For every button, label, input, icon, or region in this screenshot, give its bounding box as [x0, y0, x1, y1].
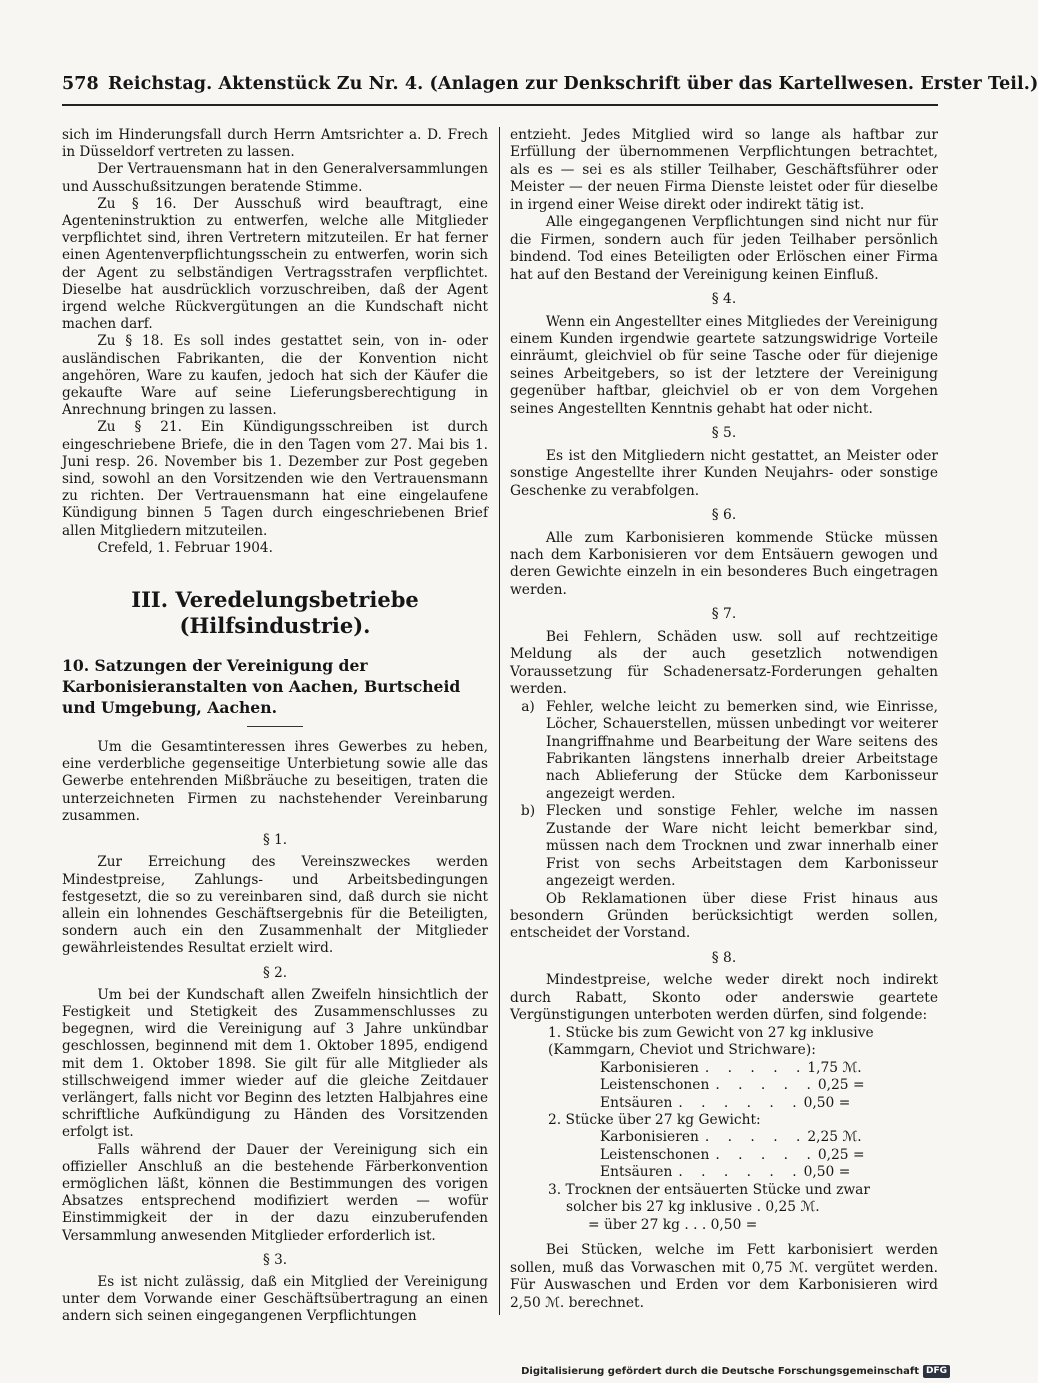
- item-label: a): [521, 698, 535, 715]
- running-title: Reichstag. Aktenstück Zu Nr. 4. (Anlagen zur Denkschrift über das Kartellwesen. Erster Teil.): [108, 74, 1038, 94]
- section-heading: § 4.: [711, 291, 737, 308]
- price-group-title: 1. Stücke bis zum Gewicht von 27 kg inklusive (Kammgarn, Cheviot und Strichware):: [548, 1024, 874, 1059]
- price-row: Karbonisieren . . . . . 2,25 ℳ.: [600, 1129, 862, 1146]
- price-row: Entsäuren . . . . . . 0,50 =: [600, 1094, 851, 1111]
- price-line: = über 27 kg . . . 0,50 =: [588, 1216, 758, 1233]
- header-rule: [62, 104, 938, 106]
- section-rule: [247, 726, 303, 727]
- paragraph: Um bei der Kundschaft allen Zweifeln hinsichtlich der Festigkeit und Stetigkeit des Zusammenschlusses zu begegnen, wird die Vereinigung auf 3 Jahre unkündbar geschlossen, beginnend mit dem 1. Oktober 1895, endigend mit dem 1. Oktober 1898. Sie gilt für alle Mitglieder als stillschweigend immer wieder auf die gleiche Zeitdauer verlängert, falls nicht vor Beginn des letzten Halbjahres eine schriftliche Aufkündigung zu Händen des Vorsitzenden erfolgt ist.: [62, 986, 488, 1141]
- price-row: Karbonisieren . . . . . 1,75 ℳ.: [600, 1059, 862, 1076]
- intro-paragraph: Um die Gesamtinteressen ihres Gewerbes zu heben, eine verderbliche gegenseitige Unterbietung sowie alle das Gewerbe entehrenden Mißbräuche zu beseitigen, traten die unterzeichneten Firmen zu nachstehender Vereinbarung zusammen.: [62, 739, 488, 824]
- paragraph: Der Vertrauensmann hat in den Generalversammlungen und Ausschußsitzungen beratende Stimme.: [62, 161, 488, 195]
- right-column: [510, 127, 938, 1312]
- price-row: Leistenschonen . . . . . 0,25 =: [600, 1077, 865, 1094]
- section-heading: § 8.: [711, 949, 737, 966]
- footer-text: Digitalisierung gefördert durch die Deutsche Forschungsgemeinschaft: [521, 1366, 919, 1377]
- page-header: [62, 74, 1038, 104]
- section-heading: § 2.: [262, 964, 288, 981]
- column-divider: [499, 127, 500, 1315]
- dfg-logo-icon: DFG: [923, 1365, 950, 1378]
- section-heading: § 7.: [711, 606, 737, 623]
- section-heading: § 3.: [262, 1251, 288, 1268]
- paragraph: Alle zum Karbonisieren kommende Stücke müssen nach dem Karbonisieren vor dem Entsäuern gewogen und deren Gewichte einzeln in ein besonderes Buch eingetragen werden.: [510, 529, 938, 598]
- item-label: b): [520, 803, 536, 820]
- list-item: [510, 699, 938, 804]
- item-text: Flecken und sonstige Fehler, welche im nassen Zustande der Ware nicht leicht bemerkbar sind, müssen nach dem Trocknen und zwar innerhalb einer Frist von sechs Arbeitstagen dem Karbonisseur angezeigt werden.: [546, 803, 938, 890]
- subsection-title: 10. Satzungen der Vereinigung der Karbonisieranstalten von Aachen, Burtscheid und Umgebung, Aachen.: [62, 656, 461, 718]
- left-column: [62, 127, 488, 1326]
- page-number: 578: [62, 74, 99, 94]
- price-group: [548, 1129, 865, 1181]
- paragraph: Bei Fehlern, Schäden usw. soll auf rechtzeitige Meldung als der auch gesetzlich notwendigen Voraussetzung für Schadenersatz-Forderungen gehalten werden.: [510, 628, 938, 698]
- paragraph: Zu § 21. Ein Kündigungsschreiben ist durch eingeschriebene Briefe, die in den Tagen vom 27. Mai bis 1. Juni resp. 26. November bis 1. Dezember zur Post gegeben sind, sowohl an den Vorsitzenden wie den Vertrauensmann zu richten. Der Vertrauensmann hat eine eingelaufene Kündigung binnen 5 Tagen durch eingeschriebenen Brief allen Mitgliedern mitzuteilen.: [62, 419, 488, 539]
- paragraph: Ob Reklamationen über diese Frist hinaus aus besondern Gründen berücksichtigt werden sollen, entscheidet der Vorstand.: [510, 890, 938, 942]
- price-list: [510, 1025, 938, 1234]
- section-heading: § 1.: [262, 832, 288, 849]
- digitization-footer: [521, 1365, 950, 1378]
- paragraph: entzieht. Jedes Mitglied wird so lange als haftbar zur Erfüllung der übernommenen Verpflichtungen betrachtet, als es — sei es als stiller Teilhaber, Geschäftsführer oder Meister — der neuen Firma Dienste leistet oder für dieselbe in irgend einer Weise direkt oder indirekt tätig ist.: [510, 127, 938, 213]
- paragraph: Bei Stücken, welche im Fett karbonisiert werden sollen, muß das Vorwaschen mit 0,75 ℳ. vergütet werden. Für Auswaschen und Erden vor dem Karbonisieren wird 2,50 ℳ. berechnet.: [510, 1242, 938, 1311]
- section-heading: § 6.: [711, 507, 737, 524]
- paragraph: Zu § 18. Es soll indes gestattet sein, von in- oder ausländischen Fabrikanten, die der Konvention nicht angehören, Ware zu kaufen, jedoch hat sich der Käufer die gekaufte Ware auf seine Lieferungsberechtigung in Anrechnung bringen zu lassen.: [62, 333, 488, 419]
- paragraph: Mindestpreise, welche weder direkt noch indirekt durch Rabatt, Skonto oder anderswie geartete Vergünstigungen unterboten werden dürfen, sind folgende:: [510, 972, 938, 1024]
- price-group: [548, 1059, 865, 1112]
- price-line: solcher bis 27 kg inklusive . 0,25 ℳ.: [566, 1199, 820, 1216]
- paragraph: Wenn ein Angestellter eines Mitgliedes der Vereinigung einem Kunden irgendwie geartete satzungswidrige Vorteile einräumt, gleichviel ob für seine Tasche oder für diejenige seines Arbeitgebers, so ist der letztere der Vereinigung gegenüber haftbar, gleichviel ob er von dem Vorgehen seines Angestellten Kenntnis gehabt hat oder nicht.: [510, 313, 938, 417]
- paragraph: Falls während der Dauer der Vereinigung sich ein offizieller Anschluß an die bestehende Färberkonvention ermöglichen läßt, können die Bestimmungen des vorigen Absatzes entsprechend modifiziert werden — wofür Einstimmigkeit der in der dazu einzuberufenden Versammlung anwesenden Mitglieder erforderlich ist.: [62, 1141, 488, 1244]
- list-item: [510, 803, 938, 890]
- price-group-title: 3. Trocknen der entsäuerten Stücke und zwar: [548, 1181, 870, 1198]
- paragraph: Es ist den Mitgliedern nicht gestattet, an Meister oder sonstige Angestellte ihrer Kunden Neujahrs- oder sonstige Geschenke zu verabfolgen.: [510, 447, 938, 499]
- section-heading: § 5.: [711, 425, 737, 442]
- paragraph: Es ist nicht zulässig, daß ein Mitglied der Vereinigung unter dem Vorwande einer Geschäftsübertragung an einen andern sich seinen eingegangenen Verpflichtungen: [62, 1273, 488, 1325]
- item-text: Fehler, welche leicht zu bemerken sind, wie Einrisse, Löcher, Schauerstellen, müssen unbedingt vor weiterer Inangriffnahme und Bearbeitung der Ware seitens des Fabrikanten längstens innerhalb dreier Arbeitstage nach Ablieferung der Stücke dem Karbonisseur angezeigt werden.: [546, 698, 938, 802]
- price-row: Leistenschonen . . . . . 0,25 =: [600, 1146, 865, 1163]
- price-group-title: 2. Stücke über 27 kg Gewicht:: [548, 1112, 761, 1129]
- paragraph: Alle eingegangenen Verpflichtungen sind nicht nur für die Firmen, sondern auch für jeden Teilhaber persönlich bindend. Tod eines Beteiligten oder Erlöschen einer Firma hat auf den Bestand der Vereinigung keinen Einfluß.: [510, 214, 938, 283]
- paragraph: Zu § 16. Der Ausschuß wird beauftragt, eine Agenteninstruktion zu entwerfen, welche alle Mitglieder verpflichtet sind, ihren Vertretern mitzuteilen. Er hat ferner einen Agentenverpflichtungsschein zu entwerfen, worin sich der Agent zu selbständigen Vertragsstrafen verpflichtet. Dieselbe hat ausdrücklich vorzuschreiben, daß der Agent irgend welche Rückvergütungen an die Kundschaft nicht machen darf.: [62, 195, 488, 333]
- paragraph: Zur Erreichung des Vereinszweckes werden Mindestpreise, Zahlungs- und Arbeitsbedingungen festgesetzt, die so zu vereinbaren sind, daß durch sie nicht allein ein lohnendes Geschäftsergebnis für die Beteiligten, sondern auch ein den Zusammenhalt der Mitglieder gewährleistendes Resultat erzielt wird.: [62, 854, 488, 957]
- place-date: Crefeld, 1. Februar 1904.: [97, 539, 273, 556]
- price-row: Entsäuren . . . . . . 0,50 =: [600, 1164, 851, 1181]
- part-title: III. Veredelungsbetriebe (Hilfsindustrie).: [131, 587, 419, 639]
- paragraph: sich im Hinderungsfall durch Herrn Amtsrichter a. D. Frech in Düsseldorf vertreten zu lassen.: [62, 127, 488, 161]
